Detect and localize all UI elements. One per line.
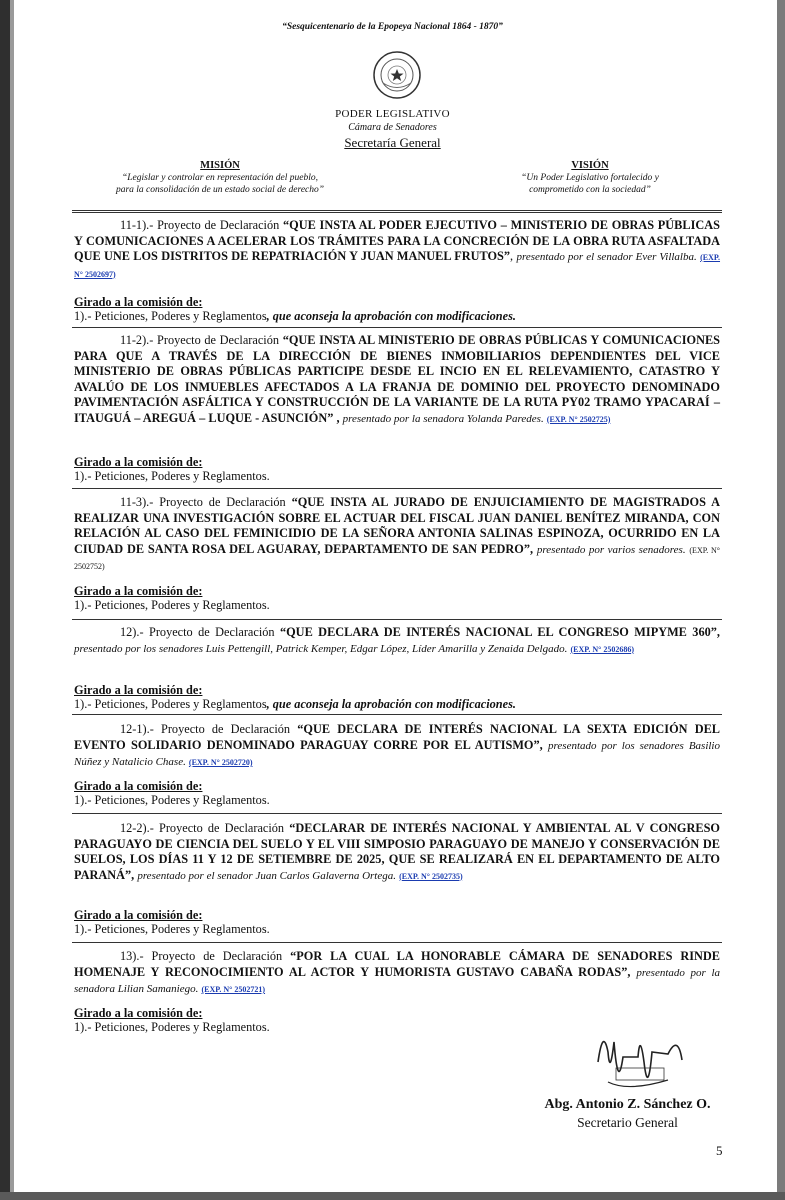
expediente-link[interactable]: (EXP. N° 2502720) bbox=[188, 758, 253, 767]
item-author: presentado por los senadores Luis Pettengill, Patrick Kemper, Edgar López, Líder Amarilla y Zenaida Delgado. bbox=[74, 642, 568, 655]
divider bbox=[72, 619, 722, 620]
item-author: presentado por varios senadores. bbox=[536, 543, 686, 556]
item-number: 13).- bbox=[120, 949, 144, 963]
commission-block bbox=[74, 683, 720, 711]
item-number: 12).- bbox=[120, 625, 144, 639]
item-author: presentado por los senadores Basilio Núñez y Natalicio Chase. bbox=[74, 739, 720, 768]
item-prefix: Proyecto de Declaración bbox=[151, 949, 283, 963]
page-number: 5 bbox=[716, 1143, 723, 1158]
item-author: presentado por el senador Ever Villalba. bbox=[516, 251, 697, 263]
commission-name: 1).- Peticiones, Poderes y Reglamentos. bbox=[74, 1020, 270, 1034]
declaration-item bbox=[74, 821, 720, 884]
item-title: “QUE INSTA AL JURADO DE ENJUICIAMIENTO DE MAGISTRADOS A REALIZAR UNA INVESTIGACIÓN SOBRE EL ACTUAR DEL FISCAL JUAN DANIEL BENÍTEZ MIRANDA, CON RELACIÓN AL CASO DEL FEMINICIDIO DE LA SEÑORA ANTONIA SALINAS ESPINOZA, OCURRIDO EN LA CIUDAD DE SANTA ROSA DEL AGUARAY, DEPARTAMENTO DE SAN PEDRO”, bbox=[74, 495, 720, 556]
vision-line: comprometido con la sociedad” bbox=[529, 185, 651, 195]
divider bbox=[72, 714, 722, 715]
signature-scribble-icon bbox=[578, 1022, 698, 1102]
vision-title: VISIÓN bbox=[571, 160, 609, 171]
signatory-name: Abg. Antonio Z. Sánchez O. bbox=[544, 1097, 711, 1112]
commission-block bbox=[74, 908, 720, 936]
item-prefix: Proyecto de Declaración bbox=[159, 495, 286, 509]
mision-block bbox=[85, 160, 355, 196]
commission-heading: Girado a la comisión de: bbox=[74, 683, 203, 697]
commission-name: 1).- Peticiones, Poderes y Reglamentos. bbox=[74, 598, 270, 612]
chamber-name: Cámara de Senadores bbox=[348, 122, 437, 133]
commission-name: 1).- Peticiones, Poderes y Reglamentos. bbox=[74, 922, 270, 936]
item-prefix: Proyecto de Declaración bbox=[157, 333, 280, 347]
office-name: Secretaría General bbox=[344, 135, 441, 150]
item-title: “QUE DECLARA DE INTERÉS NACIONAL LA SEXTA EDICIÓN DEL EVENTO SOLIDARIO DENOMINADO PARAGUAY CORRE POR EL AUTISMO”, bbox=[74, 722, 720, 752]
commission-block bbox=[74, 455, 720, 483]
vision-block bbox=[470, 160, 710, 196]
item-number: 11-2).- bbox=[120, 333, 154, 347]
declaration-item bbox=[74, 949, 720, 998]
divider bbox=[72, 488, 722, 489]
declaration-item: 11-1).- Proyecto de Declaración “QUE INSTA AL PODER EJECUTIVO – MINISTERIO DE OBRAS PÚBLICAS Y COMUNICACIONES A ACELERAR LOS TRÁMITES PARA LA CONCRECIÓN DE LA OBRA RUTA ASFALTADA QUE UNE LOS DISTRITOS DE REPATRIACIÓN Y JUAN MANUEL FRUTOS”, presentado por el senador Ever Villalba. (EXP. N° 2502697) bbox=[74, 218, 721, 279]
declaration-item bbox=[74, 722, 720, 771]
commission-heading: Girado a la comisión de: bbox=[74, 584, 203, 598]
signatory-role: Secretario General bbox=[577, 1115, 678, 1130]
commission-name: 1).- Peticiones, Poderes y Reglamentos. bbox=[74, 469, 270, 483]
item-title: “QUE DECLARA DE INTERÉS NACIONAL EL CONGRESO MIPYME 360”, bbox=[279, 625, 720, 639]
commission-advice: , que aconseja la aprobación con modificaciones. bbox=[266, 309, 516, 323]
divider bbox=[72, 942, 722, 943]
commission-advice: , que aconseja la aprobación con modificaciones. bbox=[266, 697, 516, 711]
republic-seal-icon bbox=[372, 50, 422, 100]
mision-line: “Legislar y controlar en representación del pueblo, bbox=[121, 173, 319, 183]
commission-heading: Girado a la comisión de: bbox=[74, 295, 203, 309]
motto: “Sesquicentenario de la Epopeya Nacional 1864 - 1870” bbox=[282, 22, 503, 32]
item-title: “DECLARAR DE INTERÉS NACIONAL Y AMBIENTAL AL V CONGRESO PARAGUAYO DE CIENCIA DEL SUELO Y EL VIII SIMPOSIO PARAGUAYO DE MANEJO Y CONSERVACIÓN DE SUELOS, LOS DÍAS 11 Y 12 DE SETIEMBRE DE 2025, QUE SE REALIZARÁ EN EL DEPARTAMENTO DE ALTO PARANÁ”, bbox=[74, 821, 720, 882]
item-prefix: Proyecto de Declaración bbox=[161, 722, 291, 736]
mision-title: MISIÓN bbox=[200, 160, 240, 171]
item-number: 12-2).- bbox=[120, 821, 154, 835]
commission-name: 1).- Peticiones, Poderes y Reglamentos. bbox=[74, 793, 270, 807]
item-number: 12-1).- bbox=[120, 722, 154, 736]
item-prefix: Proyecto de Declaración bbox=[159, 821, 285, 835]
scan-border-bottom bbox=[0, 1192, 785, 1200]
divider bbox=[72, 813, 722, 814]
item-author: presentado por el senador Juan Carlos Galaverna Ortega. bbox=[137, 869, 396, 882]
institution-name: PODER LEGISLATIVO bbox=[335, 108, 450, 120]
declaration-item bbox=[74, 333, 720, 427]
item-number: 11-1).- bbox=[120, 218, 154, 232]
declaration-item bbox=[74, 495, 720, 575]
item-prefix: Proyecto de Declaración bbox=[148, 625, 275, 639]
commission-heading: Girado a la comisión de: bbox=[74, 1006, 203, 1020]
commission-name: 1).- Peticiones, Poderes y Reglamentos bbox=[74, 309, 267, 323]
item-title: “QUE INSTA AL PODER EJECUTIVO – MINISTERIO DE OBRAS PÚBLICAS Y COMUNICACIONES A ACELERAR LOS TRÁMITES PARA LA CONCRECIÓN DE LA OBRA RUTA ASFALTADA QUE UNE LOS DISTRITOS DE REPATRIACIÓN Y JUAN MANUEL FRUTOS” bbox=[74, 218, 720, 263]
item-title: “QUE INSTA AL MINISTERIO DE OBRAS PÚBLICAS Y COMUNICACIONES PARA QUE A TRAVÉS DE LA DIRECCIÓN DE BIENES INMOBILIARIOS DEPENDIENTES DEL VICE MINISTERIO DE OBRAS PÚBLICAS PARTICIPE DESDE EL INCIO EN EL RELEVAMIENTO, CATASTRO Y AVALÚO DE LOS INMUEBLES AFECTADOS A LA FRANJA DE DOMINIO DEL PROYECTO DENOMINADO PAVIMENTACIÓN ASFÁLTICA Y CONSTRUCCIÓN DE LA VARIANTE DE LA RUTA PY02 TRAMO YPACARAÍ – ITAUGUÁ – AREGUÁ – LUQUE - ASUNCIÓN” , bbox=[74, 333, 721, 425]
scan-border-right bbox=[777, 0, 785, 1200]
expediente-link[interactable]: (EXP. N° 2502725) bbox=[546, 414, 611, 424]
mision-line: para la consolidación de un estado social de derecho” bbox=[115, 185, 325, 195]
vision-line: “Un Poder Legislativo fortalecido y bbox=[521, 173, 659, 183]
divider bbox=[72, 327, 722, 328]
expediente-number: (EXP. N° 2502752) bbox=[74, 545, 720, 571]
expediente-link[interactable]: (EXP. N° 2502721) bbox=[201, 985, 266, 994]
scan-border-left bbox=[0, 0, 10, 1200]
commission-block bbox=[74, 779, 720, 807]
commission-block bbox=[74, 295, 720, 323]
commission-heading: Girado a la comisión de: bbox=[74, 779, 203, 793]
expediente-link[interactable]: (EXP. N° 2502697) bbox=[74, 253, 721, 279]
commission-name: 1).- Peticiones, Poderes y Reglamentos bbox=[74, 697, 267, 711]
item-author: presentado por la senadora Yolanda Paredes. bbox=[342, 412, 544, 425]
commission-heading: Girado a la comisión de: bbox=[74, 455, 203, 469]
item-author: presentado por la senadora Lilian Samaniego. bbox=[74, 966, 720, 995]
divider bbox=[72, 210, 722, 211]
item-title: “POR LA CUAL LA HONORABLE CÁMARA DE SENADORES RINDE HOMENAJE Y RECONOCIMIENTO AL ACTOR Y HUMORISTA GUSTAVO CABAÑA RODAS”, bbox=[74, 949, 720, 979]
commission-heading: Girado a la comisión de: bbox=[74, 908, 203, 922]
expediente-link[interactable]: (EXP. N° 2502735) bbox=[399, 871, 463, 881]
commission-block bbox=[74, 584, 720, 612]
declaration-item bbox=[74, 625, 720, 657]
expediente-link[interactable]: (EXP. N° 2502686) bbox=[570, 644, 635, 654]
item-prefix: Proyecto de Declaración bbox=[157, 218, 280, 232]
divider bbox=[72, 212, 722, 213]
item-number: 11-3).- bbox=[120, 495, 154, 509]
